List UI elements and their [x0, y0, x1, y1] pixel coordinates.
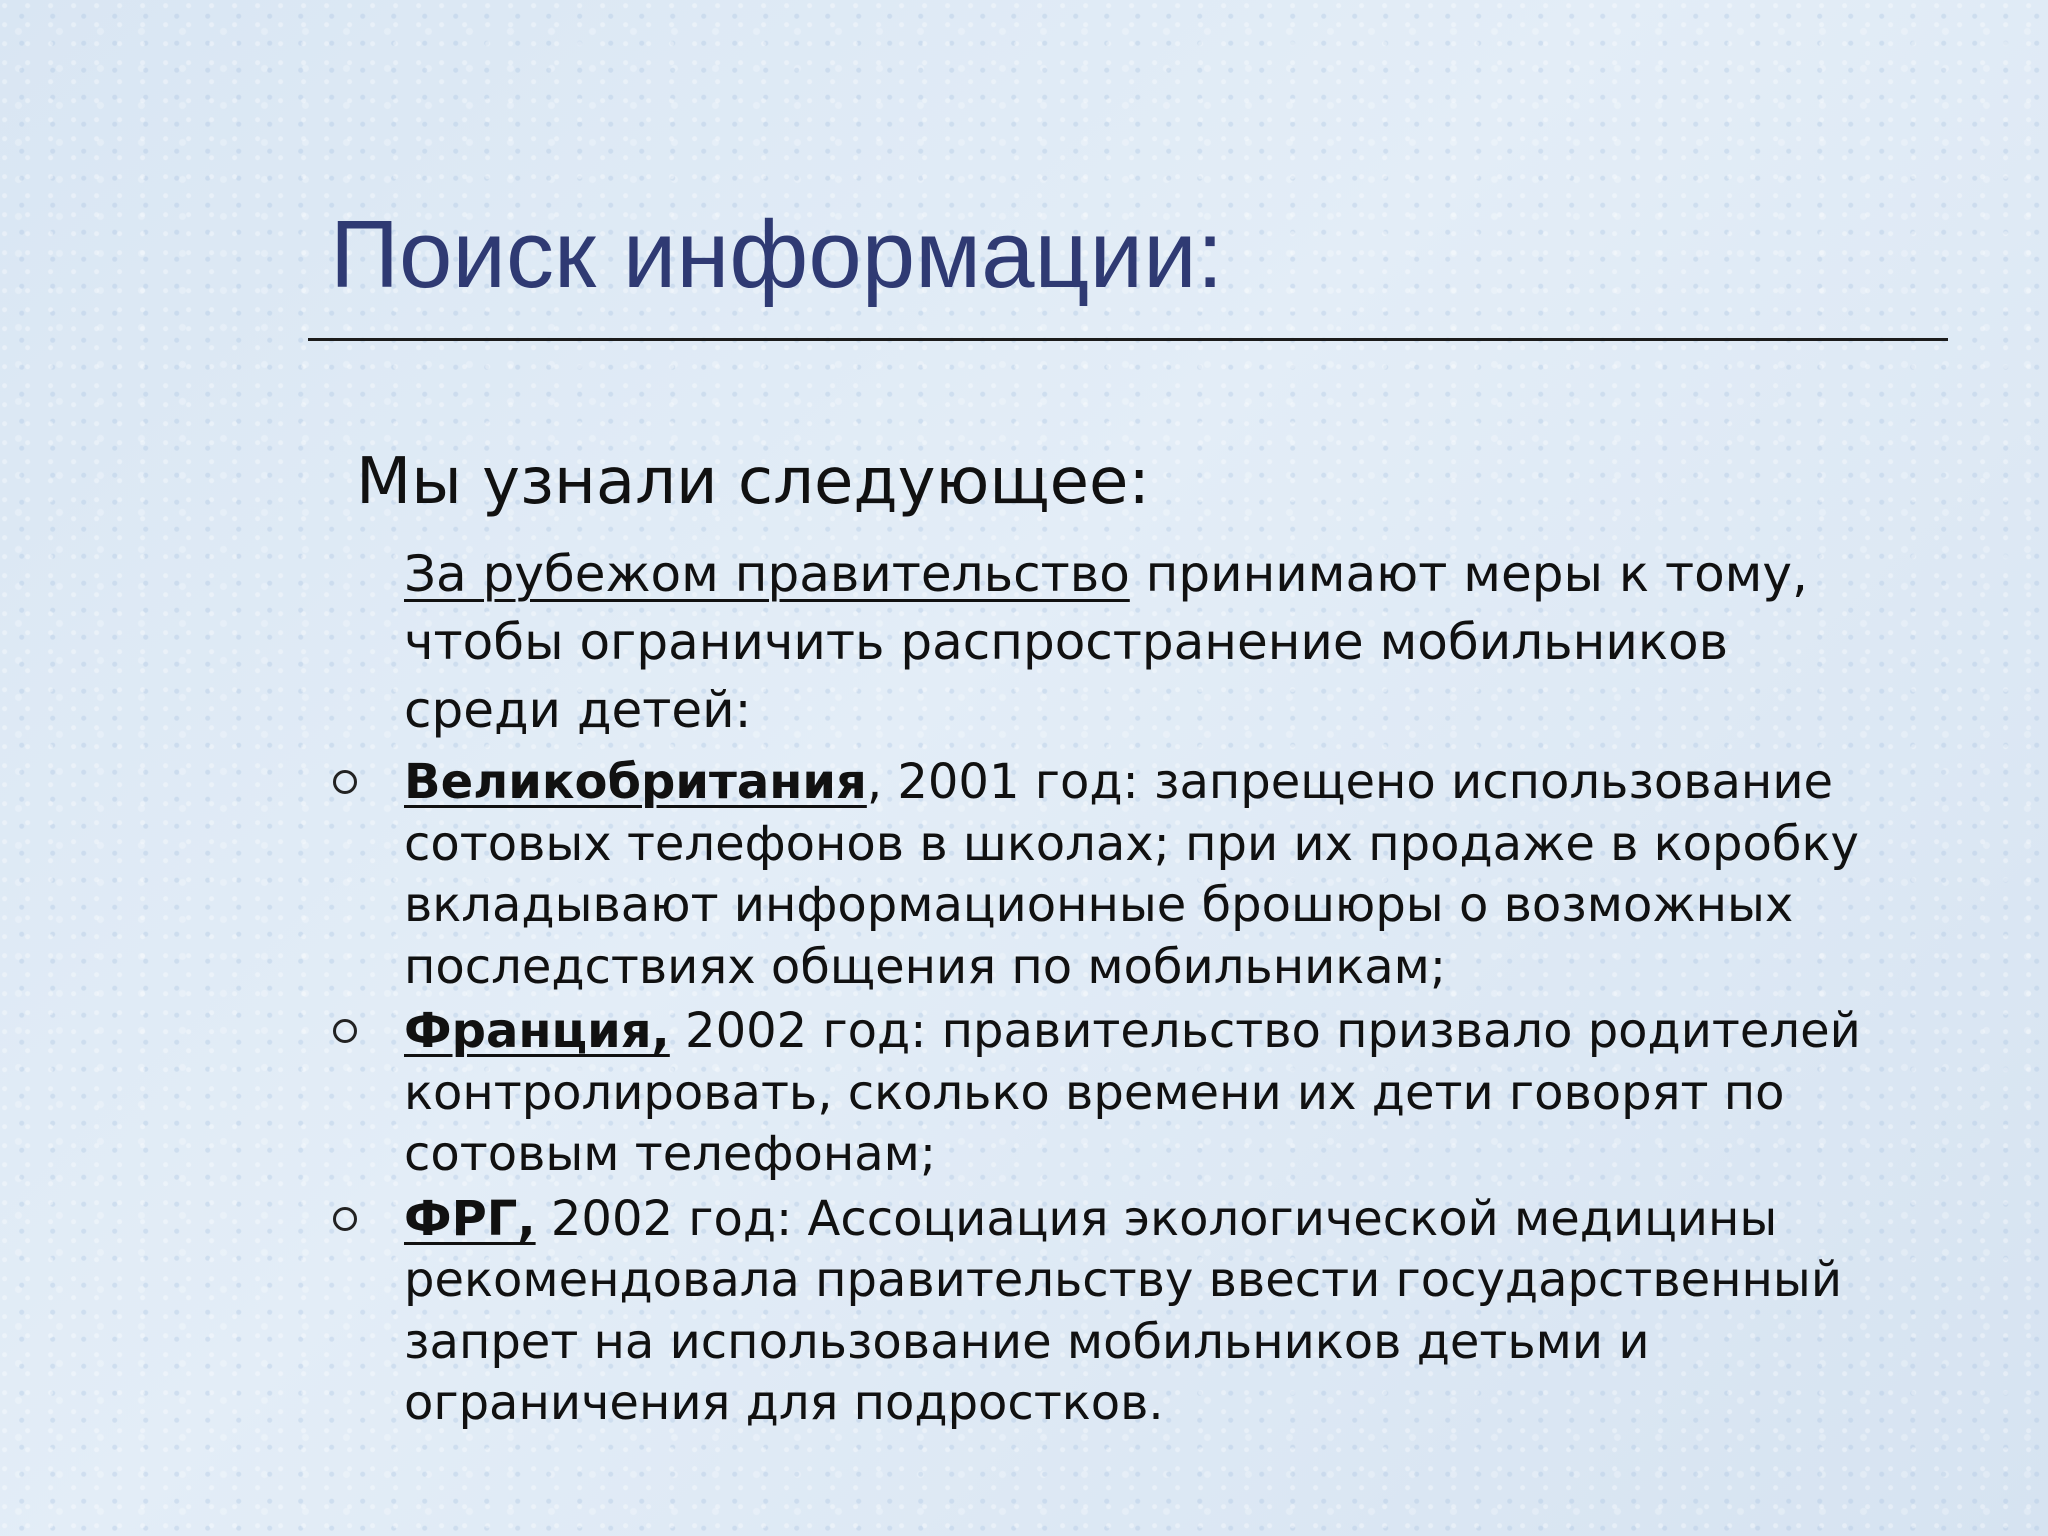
intro-text: [328, 540, 1888, 744]
bullet-text: 2002 год: Ассоциация экологической медицины рекомендовала правительству ввести государственный запрет на использование мобильников детьми и ограничения для подростков.: [404, 1190, 1843, 1431]
title-divider: [308, 338, 1948, 341]
slide-title: Поиск информации:: [330, 201, 1224, 308]
hollow-circle-icon: [333, 1019, 357, 1043]
list-item: [328, 1189, 1928, 1435]
slide-subtitle: Мы узнали следующее:: [356, 445, 1150, 519]
intro-rest: принимают меры к тому, чтобы ограничить распространение мобильников среди детей:: [404, 545, 1808, 739]
bullet-list: [328, 752, 1928, 1438]
bullet-country: Франция,: [404, 1003, 670, 1059]
bullet-country: Великобритания: [404, 754, 867, 810]
intro-lead-underlined: За рубежом правительство: [404, 545, 1130, 603]
hollow-circle-icon: [333, 1207, 357, 1231]
bullet-country: ФРГ,: [404, 1190, 536, 1247]
intro-paragraph: [328, 540, 1888, 744]
list-item: [328, 1001, 1928, 1186]
bullet-text: , 2001 год: запрещено использование сотовых телефонов в школах; при их продаже в коробку вкладывают информационные брошюры о возможных последствиях общения по мобильникам;: [404, 754, 1859, 995]
bullet-text: 2002 год: правительство призвало родителей контролировать, сколько времени их дети говорят по сотовым телефонам;: [404, 1003, 1861, 1182]
list-item: [328, 752, 1928, 998]
hollow-circle-icon: [333, 770, 357, 794]
